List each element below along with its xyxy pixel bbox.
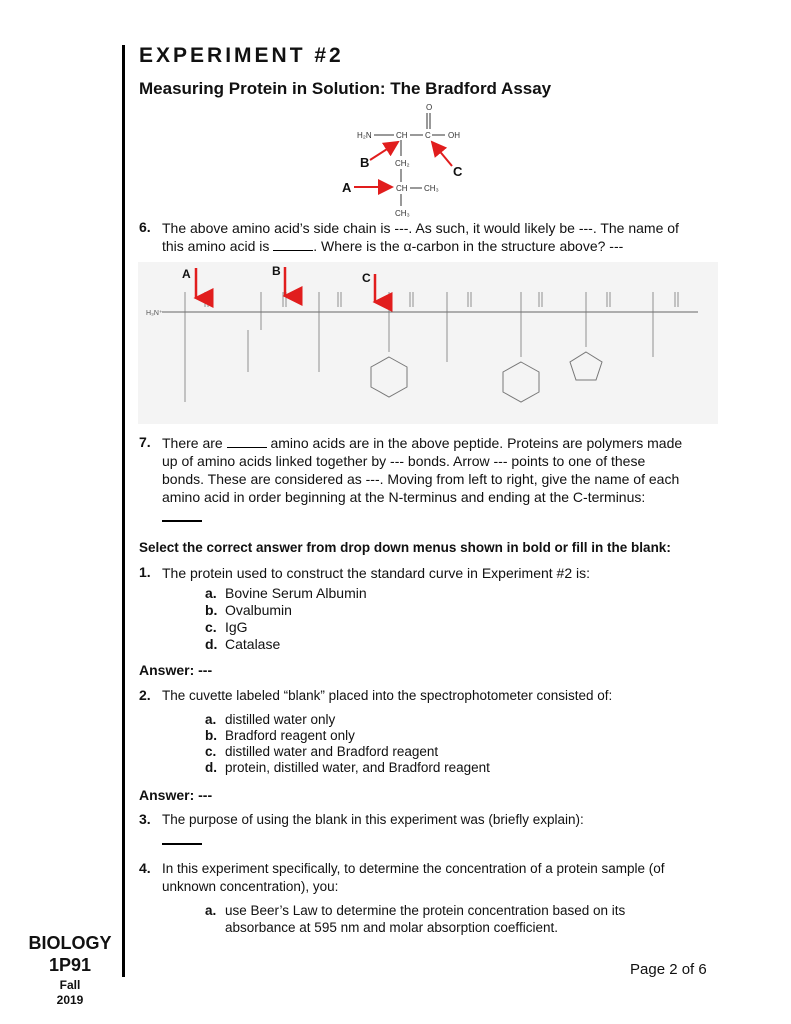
q2-text: The cuvette labeled “blank” placed into the spectrophotometer consisted of:: [162, 688, 613, 703]
q3-number: 3.: [139, 811, 151, 827]
course-term: Fall: [59, 978, 81, 992]
course-code: 1P91: [48, 955, 92, 975]
svg-text:CH₃: CH₃: [395, 209, 410, 218]
label-b: B: [360, 155, 370, 170]
svg-text:CH₃: CH₃: [424, 184, 439, 193]
q7-number: 7.: [139, 434, 151, 450]
q7-answer-line[interactable]: [162, 520, 202, 522]
q2-option-c[interactable]: c. distilled water and Bradford reagent: [205, 744, 439, 759]
q6-number: 6.: [139, 219, 151, 235]
q1-answer-dropdown[interactable]: Answer: ---: [139, 662, 213, 678]
peptide-label-c: C: [362, 271, 371, 285]
q3-text: The purpose of using the blank in this experiment was (briefly explain):: [162, 812, 584, 827]
label-c: C: [453, 164, 463, 179]
oxygen-atom: O: [426, 103, 433, 112]
q1-text: The protein used to construct the standard curve in Experiment #2 is:: [162, 565, 591, 581]
peptide-label-a: A: [182, 267, 191, 281]
arrow-b: [370, 142, 398, 160]
q4-text: In this experiment specifically, to determine the concentration of a protein sample (of unknown concentration), you:: [162, 861, 665, 894]
q2-number: 2.: [139, 687, 151, 703]
q1-number: 1.: [139, 564, 151, 580]
q1-option-a[interactable]: a. Bovine Serum Albumin: [205, 585, 367, 601]
label-a: A: [342, 180, 352, 195]
page-title: EXPERIMENT #2: [139, 44, 344, 67]
svg-text:H₂N: H₂N: [357, 131, 372, 140]
peptide-structure: [138, 262, 718, 424]
q2-option-b[interactable]: b. Bradford reagent only: [205, 728, 355, 743]
instructions: Select the correct answer from drop down menus shown in bold or fill in the blank:: [139, 540, 671, 555]
page-number: Page 2 of 6: [630, 961, 707, 978]
q6-text: The above amino acid’s side chain is ---. As such, it would likely be ---. The name of this amino acid is . Where is the α-carbon in the structure above? ---: [162, 220, 679, 254]
svg-text:OH: OH: [448, 131, 460, 140]
page-subtitle: Measuring Protein in Solution: The Bradford Assay: [139, 79, 552, 98]
q2-answer-dropdown[interactable]: Answer: ---: [139, 787, 213, 803]
course-year: 2019: [56, 993, 84, 1007]
q4-number: 4.: [139, 860, 151, 876]
svg-text:H₃N⁺: H₃N⁺: [146, 310, 163, 317]
course-subject: BIOLOGY: [28, 933, 112, 953]
svg-text:C: C: [425, 131, 431, 140]
vertical-rule: [122, 45, 125, 977]
svg-text:CH: CH: [396, 131, 408, 140]
svg-text:CH: CH: [396, 184, 408, 193]
q3-answer-line[interactable]: [162, 843, 202, 845]
q6-blank[interactable]: [273, 238, 313, 251]
q7-text: There are amino acids are in the above peptide. Proteins are polymers made up of amino acids linked together by --- bonds. Arrow --- points to one of these bonds. These are considered as ---. Moving from left to right, give the name of each amino acid in order beginning at the N-terminus and ending at the C-terminus:: [162, 435, 683, 505]
q1-option-d[interactable]: d. Catalase: [205, 636, 281, 652]
q2-option-a[interactable]: a. distilled water only: [205, 712, 336, 727]
q7-blank[interactable]: [227, 435, 267, 448]
amino-acid-structure: [330, 100, 480, 220]
q2-option-d[interactable]: d. protein, distilled water, and Bradford reagent: [205, 760, 490, 775]
svg-text:CH₂: CH₂: [395, 159, 410, 168]
arrow-c: [432, 142, 452, 166]
q1-option-c[interactable]: c. IgG: [205, 619, 248, 635]
q4-option-a[interactable]: a. use Beer’s Law to determine the protein concentration based on its absorbance at 595 nm and molar absorption coefficient.: [205, 903, 626, 935]
peptide-label-b: B: [272, 264, 281, 278]
q1-option-b[interactable]: b. Ovalbumin: [205, 602, 292, 618]
